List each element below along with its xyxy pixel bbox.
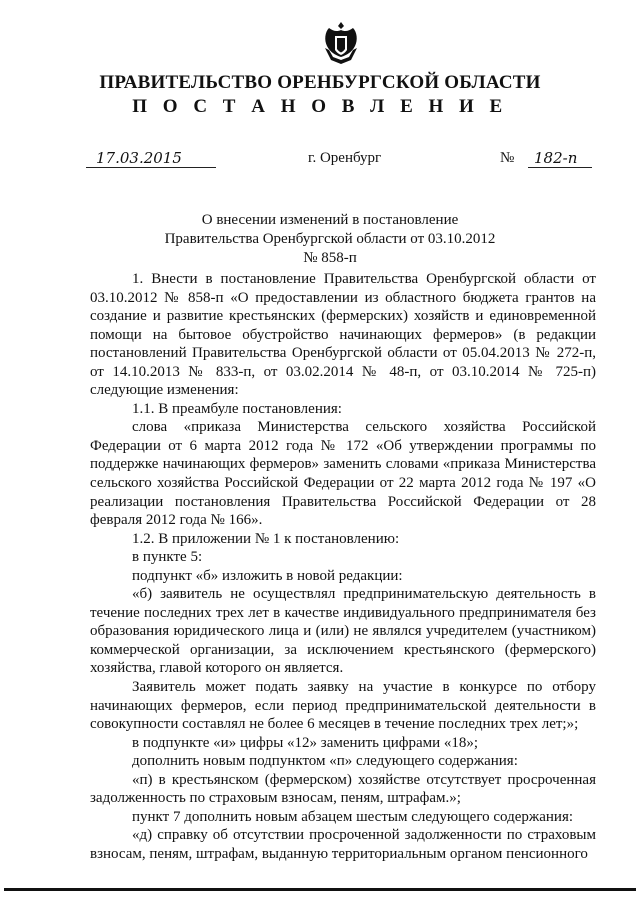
paragraph: «б) заявитель не осуществлял предпринимательскую деятельность в течение последних трех лет в качестве индивидуального предпринимателя без образования юридического лица и (или) не являлся учредителем (участником) коммерческой организации, за исключением крестьянского (фермерского) хозяйства, главой которого он является. bbox=[90, 586, 596, 677]
document-city: г. Оренбург bbox=[308, 150, 382, 166]
page-bottom-rule bbox=[4, 888, 636, 891]
paragraph: в пункте 5: bbox=[132, 549, 203, 566]
document-body bbox=[90, 270, 596, 864]
paragraph: слова «приказа Министерства сельского хозяйства Российской Федерации от 6 марта 2012 года № 172 «Об утверждении программы по поддержке начинающих фермеров» заменить словами «приказа Министерства сельского хозяйства Российской Федерации от 22 марта 2012 года № 197 «О реализации постановления Правительства Российской Федерации от 28 февраля 2012 года № 166». bbox=[90, 419, 596, 529]
paragraph: «п) в крестьянском (фермерском) хозяйстве отсутствует просроченная задолженность по страховым взносам, пеням, штрафам.»; bbox=[90, 771, 596, 807]
government-title: ПРАВИТЕЛЬСТВО ОРЕНБУРГСКОЙ ОБЛАСТИ bbox=[99, 72, 541, 93]
paragraph: в подпункте «и» цифры «12» заменить цифрами «18»; bbox=[132, 734, 479, 751]
paragraph: Заявитель может подать заявку на участие в конкурсе по отбору начинающих фермеров, если период предпринимательской деятельности в совокупности составлял не более 6 месяцев в течение последних трех лет;»; bbox=[90, 679, 596, 733]
paragraph: дополнить новым подпунктом «п» следующего содержания: bbox=[132, 753, 518, 770]
paragraph: пункт 7 дополнить новым абзацем шестым следующего содержания: bbox=[132, 808, 574, 825]
document-date: 17.03.2015 bbox=[86, 150, 216, 168]
document-subject: О внесении изменений в постановление Правительства Оренбургской области от 03.10.2012 № 858-п bbox=[164, 212, 496, 266]
document-number: 182-п bbox=[528, 150, 592, 168]
paragraph: 1.1. В преамбуле постановления: bbox=[132, 400, 342, 417]
paragraph: «д) справку об отсутствии просроченной задолженности по страховым взносам, пеням, штрафам, выданную территориальным органом пенсионного bbox=[90, 827, 596, 862]
paragraph: 1. Внести в постановление Правительства Оренбургской области от 03.10.2012 № 858-п «О предоставлении из областного бюджета грантов на создание и развитие крестьянских (фермерских) хозяйств и единовременной помощи на бытовое обустройство начинающих фермеров» (в редакции постановлений Правительства Оренбургской области от 05.04.2013 № 272-п, от 14.10.2013 № 833-п, от 03.02.2014 № 48-п, от 03.10.2014 № 725-п) следующие изменения: bbox=[90, 271, 596, 399]
paragraph: подпункт «б» изложить в новой редакции: bbox=[132, 567, 403, 584]
document-kind: П О С Т А Н О В Л Е Н И Е bbox=[132, 96, 508, 117]
paragraph: 1.2. В приложении № 1 к постановлению: bbox=[132, 530, 400, 547]
number-label: № bbox=[500, 150, 515, 166]
coat-of-arms-icon bbox=[321, 20, 361, 68]
